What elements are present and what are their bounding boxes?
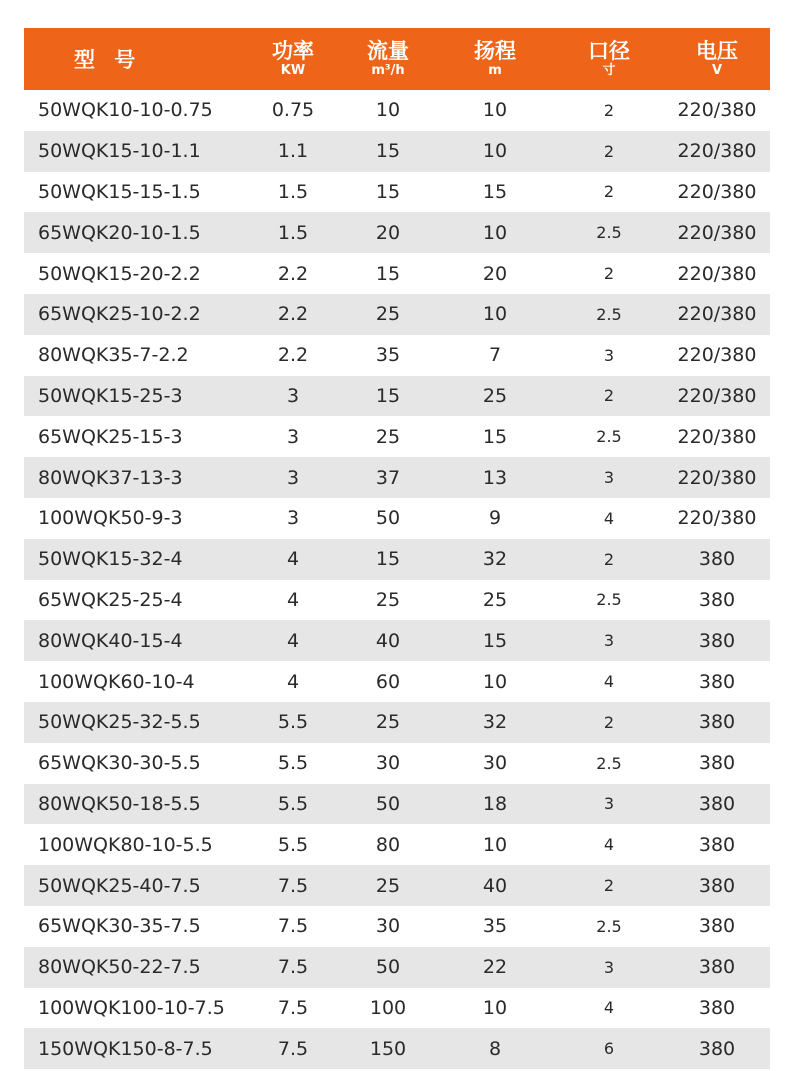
cell-bore: 2 <box>603 386 615 406</box>
cell-model: 50WQK15-25-3 <box>38 384 183 407</box>
cell-power: 7.5 <box>277 956 309 979</box>
cell-power: 4 <box>286 548 300 571</box>
cell-head: 13 <box>482 466 508 489</box>
cell-model: 50WQK15-20-2.2 <box>38 262 201 285</box>
cell-bore: 2 <box>603 549 615 569</box>
cell-model: 150WQK150-8-7.5 <box>38 1037 213 1060</box>
cell-bore: 3 <box>603 957 615 977</box>
cell-voltage: 380 <box>698 670 736 693</box>
header-bore <box>554 28 664 90</box>
cell-power: 7.5 <box>277 1037 309 1060</box>
cell-bore: 4 <box>603 835 615 855</box>
cell-voltage: 220/380 <box>677 507 757 530</box>
pump-spec-table <box>24 28 770 1069</box>
cell-voltage: 220/380 <box>677 140 757 163</box>
cell-voltage: 380 <box>698 996 736 1019</box>
table-row <box>24 702 770 743</box>
table-row <box>24 947 770 988</box>
cell-head: 25 <box>482 588 508 611</box>
cell-head: 35 <box>482 915 508 938</box>
cell-head: 10 <box>482 833 508 856</box>
cell-voltage: 380 <box>698 915 736 938</box>
cell-bore: 2 <box>603 100 615 120</box>
cell-power: 2.2 <box>277 344 309 367</box>
cell-power: 7.5 <box>277 996 309 1019</box>
cell-bore: 2.5 <box>596 590 622 610</box>
cell-voltage: 380 <box>698 629 736 652</box>
cell-bore: 6 <box>603 1039 615 1059</box>
cell-flow: 50 <box>375 792 401 815</box>
cell-voltage: 380 <box>698 833 736 856</box>
header-voltage-label: 电压 <box>696 39 738 63</box>
table-row <box>24 376 770 417</box>
cell-flow: 10 <box>375 99 401 122</box>
cell-flow: 15 <box>375 262 401 285</box>
cell-flow: 25 <box>375 303 401 326</box>
cell-voltage: 220/380 <box>677 262 757 285</box>
cell-model: 65WQK30-35-7.5 <box>38 915 201 938</box>
cell-flow: 30 <box>375 915 401 938</box>
cell-model: 80WQK37-13-3 <box>38 466 183 489</box>
cell-head: 10 <box>482 221 508 244</box>
cell-bore: 2.5 <box>596 304 622 324</box>
cell-flow: 25 <box>375 711 401 734</box>
table-row <box>24 253 770 294</box>
cell-head: 18 <box>482 792 508 815</box>
header-voltage-unit: V <box>711 63 723 78</box>
cell-model: 50WQK25-40-7.5 <box>38 874 201 897</box>
cell-head: 10 <box>482 99 508 122</box>
header-power-unit: KW <box>280 63 306 78</box>
table-row <box>24 416 770 457</box>
header-power <box>246 28 340 90</box>
cell-model: 65WQK25-10-2.2 <box>38 303 201 326</box>
table-row <box>24 743 770 784</box>
cell-model: 50WQK10-10-0.75 <box>38 99 213 122</box>
cell-voltage: 220/380 <box>677 344 757 367</box>
cell-model: 65WQK20-10-1.5 <box>38 221 201 244</box>
cell-model: 50WQK15-32-4 <box>38 548 183 571</box>
table-row <box>24 620 770 661</box>
table-row <box>24 988 770 1029</box>
table-row <box>24 824 770 865</box>
cell-power: 0.75 <box>271 99 315 122</box>
table-row <box>24 131 770 172</box>
header-bore-label: 口径 <box>588 39 630 63</box>
cell-head: 32 <box>482 711 508 734</box>
table-row <box>24 90 770 131</box>
cell-flow: 60 <box>375 670 401 693</box>
cell-power: 4 <box>286 670 300 693</box>
table-row <box>24 498 770 539</box>
cell-power: 5.5 <box>277 711 309 734</box>
cell-bore: 3 <box>603 345 615 365</box>
header-bore-unit: 寸 <box>602 63 616 78</box>
cell-model: 80WQK50-22-7.5 <box>38 956 201 979</box>
table-row <box>24 580 770 621</box>
table-row <box>24 172 770 213</box>
cell-bore: 2 <box>603 182 615 202</box>
cell-bore: 2 <box>603 264 615 284</box>
cell-head: 10 <box>482 670 508 693</box>
header-flow-unit: m³/h <box>371 63 405 78</box>
cell-bore: 2 <box>603 141 615 161</box>
header-head-unit: m <box>488 63 502 78</box>
table-row <box>24 212 770 253</box>
cell-bore: 4 <box>603 508 615 528</box>
header-head-label: 扬程 <box>474 39 516 63</box>
cell-voltage: 220/380 <box>677 180 757 203</box>
table-row <box>24 457 770 498</box>
cell-model: 80WQK35-7-2.2 <box>38 344 189 367</box>
cell-voltage: 220/380 <box>677 384 757 407</box>
header-row <box>24 28 770 90</box>
cell-voltage: 380 <box>698 548 736 571</box>
cell-flow: 40 <box>375 629 401 652</box>
cell-flow: 15 <box>375 180 401 203</box>
cell-model: 50WQK15-15-1.5 <box>38 180 201 203</box>
cell-power: 1.5 <box>277 221 309 244</box>
cell-voltage: 220/380 <box>677 466 757 489</box>
cell-head: 22 <box>482 956 508 979</box>
cell-power: 5.5 <box>277 752 309 775</box>
table-header <box>24 28 770 90</box>
cell-bore: 4 <box>603 998 615 1018</box>
cell-model: 100WQK60-10-4 <box>38 670 195 693</box>
cell-power: 3 <box>286 466 300 489</box>
cell-bore: 3 <box>603 631 615 651</box>
cell-head: 10 <box>482 996 508 1019</box>
cell-power: 5.5 <box>277 792 309 815</box>
table-row <box>24 906 770 947</box>
cell-bore: 2 <box>603 712 615 732</box>
cell-model: 65WQK30-30-5.5 <box>38 752 201 775</box>
cell-model: 65WQK25-15-3 <box>38 425 183 448</box>
header-voltage <box>664 28 770 90</box>
cell-flow: 80 <box>375 833 401 856</box>
cell-bore: 2.5 <box>596 916 622 936</box>
cell-head: 10 <box>482 303 508 326</box>
table-row <box>24 539 770 580</box>
cell-power: 1.1 <box>277 140 309 163</box>
cell-flow: 15 <box>375 548 401 571</box>
cell-power: 3 <box>286 384 300 407</box>
cell-model: 80WQK50-18-5.5 <box>38 792 201 815</box>
cell-bore: 2.5 <box>596 223 622 243</box>
cell-voltage: 380 <box>698 956 736 979</box>
cell-bore: 2 <box>603 876 615 896</box>
cell-head: 25 <box>482 384 508 407</box>
cell-head: 15 <box>482 425 508 448</box>
cell-head: 15 <box>482 629 508 652</box>
table-body <box>24 90 770 1069</box>
cell-flow: 37 <box>375 466 401 489</box>
cell-bore: 4 <box>603 672 615 692</box>
cell-head: 20 <box>482 262 508 285</box>
table-row <box>24 661 770 702</box>
cell-voltage: 380 <box>698 792 736 815</box>
cell-voltage: 220/380 <box>677 99 757 122</box>
cell-head: 10 <box>482 140 508 163</box>
cell-flow: 15 <box>375 140 401 163</box>
cell-voltage: 220/380 <box>677 303 757 326</box>
cell-power: 3 <box>286 425 300 448</box>
cell-model: 50WQK15-10-1.1 <box>38 140 201 163</box>
cell-power: 1.5 <box>277 180 309 203</box>
cell-head: 9 <box>488 507 502 530</box>
cell-flow: 15 <box>375 384 401 407</box>
table-row <box>24 784 770 825</box>
cell-flow: 50 <box>375 507 401 530</box>
cell-flow: 25 <box>375 588 401 611</box>
cell-flow: 50 <box>375 956 401 979</box>
cell-model: 80WQK40-15-4 <box>38 629 183 652</box>
header-power-label: 功率 <box>272 39 314 63</box>
cell-voltage: 380 <box>698 752 736 775</box>
cell-flow: 30 <box>375 752 401 775</box>
cell-voltage: 220/380 <box>677 425 757 448</box>
cell-bore: 2.5 <box>596 427 622 447</box>
cell-power: 7.5 <box>277 915 309 938</box>
cell-voltage: 380 <box>698 588 736 611</box>
table-row <box>24 1028 770 1069</box>
cell-model: 65WQK25-25-4 <box>38 588 183 611</box>
cell-head: 40 <box>482 874 508 897</box>
cell-power: 4 <box>286 629 300 652</box>
cell-power: 7.5 <box>277 874 309 897</box>
cell-power: 5.5 <box>277 833 309 856</box>
cell-model: 100WQK50-9-3 <box>38 507 183 530</box>
cell-model: 100WQK100-10-7.5 <box>38 996 225 1019</box>
cell-voltage: 220/380 <box>677 221 757 244</box>
header-model: 型 号 <box>74 48 142 72</box>
cell-power: 2.2 <box>277 262 309 285</box>
cell-flow: 25 <box>375 425 401 448</box>
cell-voltage: 380 <box>698 711 736 734</box>
cell-head: 32 <box>482 548 508 571</box>
header-head <box>436 28 554 90</box>
cell-flow: 35 <box>375 344 401 367</box>
cell-flow: 100 <box>369 996 407 1019</box>
cell-flow: 20 <box>375 221 401 244</box>
cell-power: 2.2 <box>277 303 309 326</box>
table-row <box>24 294 770 335</box>
cell-bore: 3 <box>603 468 615 488</box>
cell-voltage: 380 <box>698 1037 736 1060</box>
table-row <box>24 865 770 906</box>
cell-head: 7 <box>488 344 502 367</box>
cell-bore: 2.5 <box>596 753 622 773</box>
cell-bore: 3 <box>603 794 615 814</box>
cell-voltage: 380 <box>698 874 736 897</box>
cell-power: 4 <box>286 588 300 611</box>
cell-head: 15 <box>482 180 508 203</box>
cell-model: 50WQK25-32-5.5 <box>38 711 201 734</box>
header-flow <box>340 28 436 90</box>
cell-head: 8 <box>488 1037 502 1060</box>
cell-head: 30 <box>482 752 508 775</box>
cell-model: 100WQK80-10-5.5 <box>38 833 213 856</box>
cell-flow: 150 <box>369 1037 407 1060</box>
cell-power: 3 <box>286 507 300 530</box>
cell-flow: 25 <box>375 874 401 897</box>
table-row <box>24 335 770 376</box>
header-flow-label: 流量 <box>367 39 409 63</box>
